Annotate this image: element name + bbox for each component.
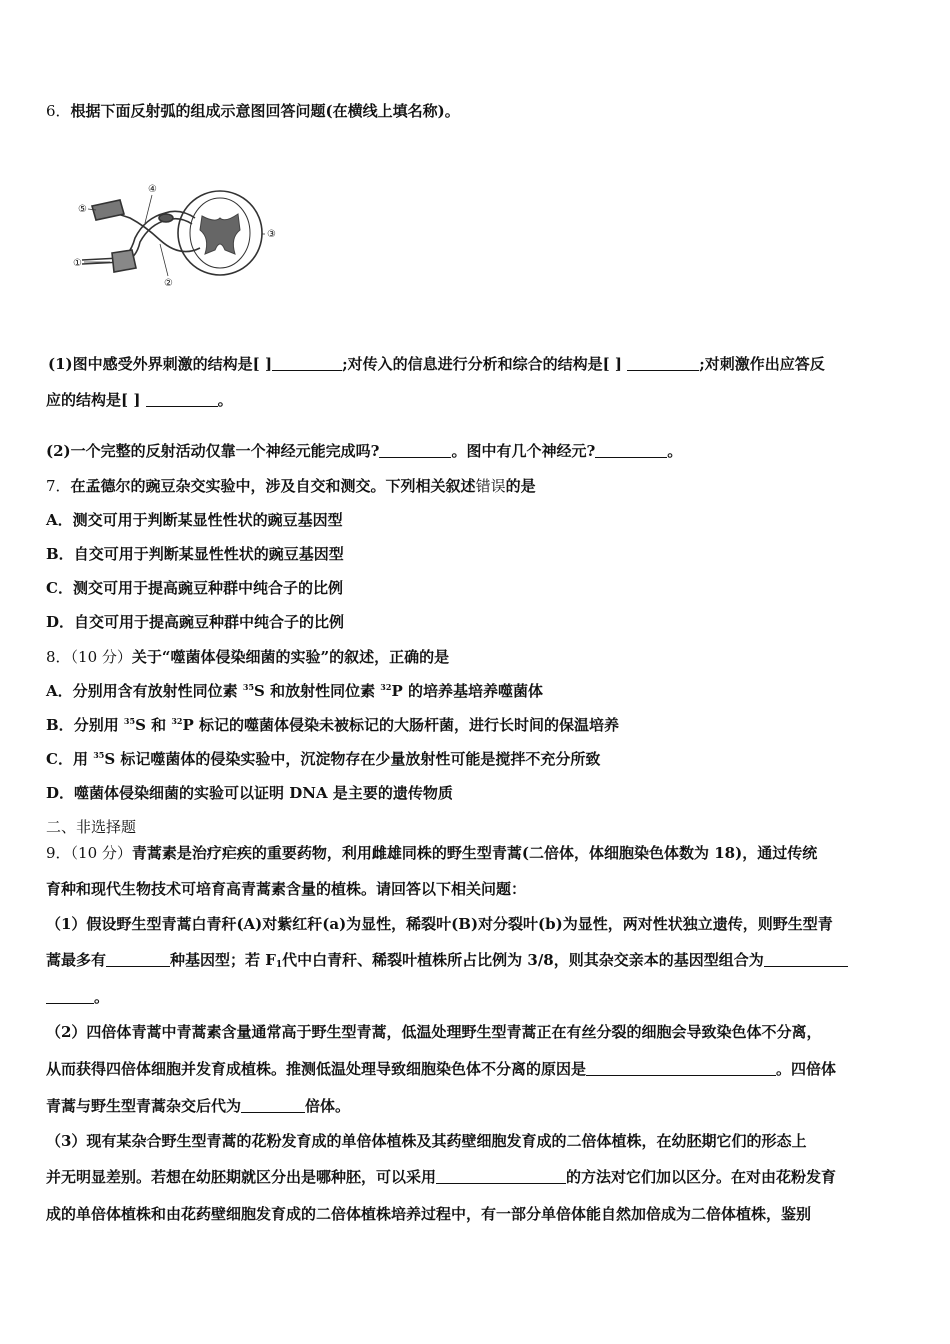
q8-option-a[interactable]: A．分别用含有放射性同位素 $^{35}$S 和放射性同位素 $^{32}$P 的培养基培养噬菌体 (46, 682, 543, 700)
answer-blank[interactable] (146, 392, 218, 407)
answer-blank[interactable] (379, 443, 451, 458)
efferent-nerve (112, 212, 200, 252)
receptor (112, 250, 136, 272)
section-heading: 二、非选择题 (46, 818, 137, 836)
q8-option-c[interactable]: C．用 $^{35}$S 标记噬菌体的侵染实验中，沉淀物存在少量放射性可能是搅拌不充分所致 (46, 750, 601, 768)
q6-part1-line1: (1)图中感受外界刺激的结构是[ ] ;对传入的信息进行分析和综合的结构是[ ] ;对刺激作出应答反 (48, 355, 825, 373)
answer-blank[interactable] (595, 443, 667, 458)
label-3: ③ (267, 229, 276, 240)
label-5: ⑤ (78, 204, 87, 215)
answer-blank[interactable] (106, 952, 170, 967)
label-2: ② (164, 278, 173, 288)
q7-option-b[interactable]: B．自交可用于判断某显性性状的豌豆基因型 (46, 545, 344, 563)
reflex-arc-diagram (70, 178, 285, 288)
answer-blank[interactable] (272, 356, 342, 371)
answer-blank[interactable] (241, 1098, 305, 1113)
q9-part2-line2: 从而获得四倍体细胞并发育成植株。推测低温处理导致细胞染色体不分离的原因是 。四倍体 (46, 1060, 837, 1078)
answer-blank[interactable] (436, 1169, 566, 1184)
q9-part1-line3: 。 (46, 987, 109, 1007)
q9-part2-line1: （2）四倍体青蒿中青蒿素含量通常高于野生型青蒿，低温处理野生型青蒿正在有丝分裂的细胞会导致染色体不分离， (46, 1023, 822, 1041)
q9-part3-line3: 成的单倍体植株和由花药壁细胞发育成的二倍体植株培养过程中，有一部分单倍体能自然加倍成为二倍体植株，鉴别 (46, 1205, 812, 1223)
q9-part2-line3: 青蒿与野生型青蒿杂交后代为 倍体。 (46, 1097, 351, 1115)
answer-blank[interactable] (586, 1061, 776, 1076)
q9-stem-line1: 9．（10 分）青蒿素是治疗疟疾的重要药物，利用雌雄同株的野生型青蒿(二倍体，体细胞染色体数为 18)，通过传统 (46, 844, 818, 862)
label-4: ④ (148, 184, 157, 195)
answer-blank[interactable] (627, 356, 699, 371)
q7-stem: 7．在孟德尔的豌豆杂交实验中，涉及自交和测交。下列相关叙述错误的是 (46, 477, 536, 495)
q8-option-b[interactable]: B．分别用 $^{35}$S 和 $^{32}$P 标记的噬菌体侵染未被标记的大肠杆菌，进行长时间的保温培养 (46, 716, 619, 734)
q9-part1-line2: 蒿最多有 种基因型；若 $F_1$代中白青秆、稀裂叶植株所占比例为 3/8，则其杂交亲本的基因型组合为 (46, 950, 848, 970)
q9-part3-line2: 并无明显差别。若想在幼胚期就区分出是哪种胚，可以采用 的方法对它们加以区分。在对由花粉发育 (46, 1168, 837, 1186)
q6-stem: 6．根据下面反射弧的组成示意图回答问题(在横线上填名称)。 (46, 102, 460, 120)
q8-option-d[interactable]: D．噬菌体侵染细菌的实验可以证明 DNA 是主要的遗传物质 (46, 784, 453, 802)
ganglion (159, 214, 173, 222)
q9-part1-line1: （1）假设野生型青蒿白青秆(A)对紫红秆(a)为显性，稀裂叶(B)对分裂叶(b)为显性，两对性状独立遗传，则野生型青 (46, 915, 833, 933)
q6-part2: (2)一个完整的反射活动仅靠一个神经元能完成吗? 。图中有几个神经元? 。 (46, 442, 683, 460)
q7-option-a[interactable]: A．测交可用于判断某显性性状的豌豆基因型 (46, 511, 343, 529)
q7-option-d[interactable]: D．自交可用于提高豌豆种群中纯合子的比例 (46, 613, 345, 631)
answer-blank[interactable] (764, 952, 848, 967)
label-1: ① (73, 258, 82, 269)
effector (92, 200, 124, 220)
q6-part1-line2: 应的结构是[ ] 。 (46, 391, 233, 409)
q8-stem: 8．（10 分）关于“噬菌体侵染细菌的实验”的叙述，正确的是 (46, 648, 450, 666)
answer-blank[interactable] (46, 989, 94, 1004)
q7-option-c[interactable]: C．测交可用于提高豌豆种群中纯合子的比例 (46, 579, 343, 597)
q9-stem-line2: 育种和现代生物技术可培育高青蒿素含量的植株。请回答以下相关问题： (46, 880, 527, 898)
q9-part3-line1: （3）现有某杂合野生型青蒿的花粉发育成的单倍体植株及其药壁细胞发育成的二倍体植株，在幼胚期它们的形态上 (46, 1132, 807, 1150)
